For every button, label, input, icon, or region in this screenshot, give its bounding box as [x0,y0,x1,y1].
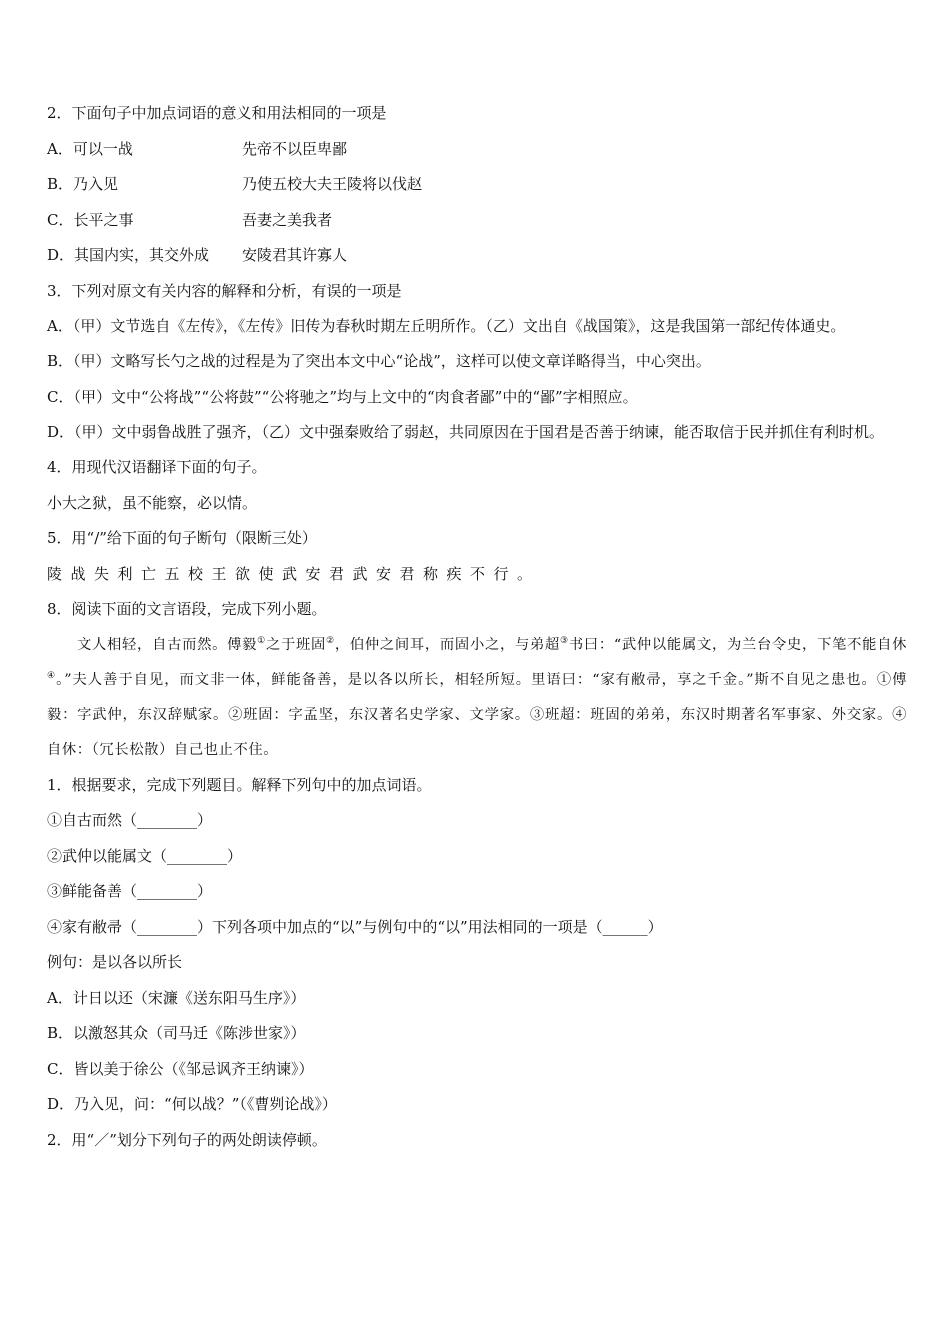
q2-option-a-right: 先帝不以臣卑鄙 [242,139,348,158]
q8-sub1-item-1: ①自古而然（________） [47,811,213,829]
q2-option-a [47,132,907,168]
footnote-mark-3: ③ [560,635,569,646]
q2-option-c-right: 吾妻之美我者 [242,210,333,229]
footnote-mark-4: ④ [47,670,57,681]
q8-sub2-stem: 2．用“／”划分下列句子的两处朗读停顿。 [47,1130,327,1149]
q2-option-c-left: C．长平之事 [47,210,134,229]
q5-stem: 5．用“/”给下面的句子断句（限断三处） [47,529,317,547]
passage-text-1: 文人相轻，自古而然。傅毅 [77,636,258,653]
q5-sentence: 陵战失利亡五校王欲使武安君武安君称疾不行。 [47,564,541,583]
q2-option-d-right: 安陵君其许寡人 [242,246,348,264]
footnote-mark-1: ① [257,635,266,646]
q3-option-b: B．（甲）文略写长勺之战的过程是为了突出本文中心“论战”，这样可以使文章详略得当，中心突出。 [47,352,711,370]
q2-option-c [47,203,907,239]
passage-text-3: ，伯仲之间耳，而固小之，与弟超 [334,636,561,653]
q8-passage [47,628,907,768]
q8-sub1-item-4: ④家有敝帚（________）下列各项中加点的“以”与例句中的“以”用法相同的一项是（______） [47,917,663,936]
q8-sub1-option-a: A．计日以还（宋濂《送东阳马生序》） [47,988,306,1007]
footnote-mark-2: ② [326,635,335,646]
q2-option-d [47,238,907,274]
q2-option-a-left: A．可以一战 [47,139,133,158]
q4-stem: 4．用现代汉语翻译下面的句子。 [47,458,267,476]
q3-stem: 3．下列对原文有关内容的解释和分析，有误的一项是 [47,281,402,300]
q3-option-c: C．（甲）文中“公将战”“公将鼓”“公将驰之”均与上文中的“肉食者鄙”中的“鄙”字相照应。 [47,387,638,406]
passage-text-4: 书曰：“武仲以能属文，为兰台令史，下笔不能自休 [568,636,908,653]
q8-stem: 8．阅读下面的文言语段，完成下列小题。 [47,600,327,618]
passage-text-5: 。”夫人善于自见，而文非一体，鲜能备善，是以各以所长，相轻所短。里语曰：“家有敝帚，享之千金。”斯不自见之患也。①傅毅：字武仲，东汉辞赋家。②班固：字孟坚，东汉著名史学家、文学家。③班超：班固的弟弟，东汉时期著名军事家、外交家。④自休：（冗长松散）自己也止不住。 [47,671,908,758]
q8-sub1-example: 例句：是以各以所长 [47,953,183,971]
q8-sub1-option-c: C．皆以美于徐公（《邹忌讽齐王纳谏》） [47,1059,314,1078]
q2-option-b-left: B．乃入见 [47,175,119,193]
q2-option-b-right: 乃使五校大夫王陵将以伐赵 [242,175,423,193]
q3-option-d: D．（甲）文中弱鲁战胜了强齐，（乙）文中强秦败给了弱赵，共同原因在于国君是否善于纳谏，能否取信于民并抓住有利时机。 [47,423,885,441]
q8-sub1-option-d: D．乃入见，问：“何以战？”（《曹刿论战》） [47,1095,337,1113]
document-page [47,96,907,1158]
q8-sub1-item-2: ②武仲以能属文（________） [47,846,243,865]
q8-sub1-item-3: ③鲜能备善（________） [47,882,213,900]
q2-option-d-left: D．其国内实，其交外成 [47,246,210,264]
q2-stem: 2．下面句子中加点词语的意义和用法相同的一项是 [47,104,387,122]
q2-option-b [47,167,907,203]
q4-sentence: 小大之狱，虽不能察，必以情。 [47,493,258,512]
passage-text-2: 之于班固 [265,636,327,653]
q3-option-a: A．（甲）文节选自《左传》，《左传》旧传为春秋时期左丘明所作。（乙）文出自《战国策》，这是我国第一部纪传体通史。 [47,317,846,335]
q8-sub1-stem: 1．根据要求，完成下列题目。解释下列句中的加点词语。 [47,775,432,794]
q8-sub1-option-b: B．以激怒其众（司马迁《陈涉世家》） [47,1024,306,1042]
